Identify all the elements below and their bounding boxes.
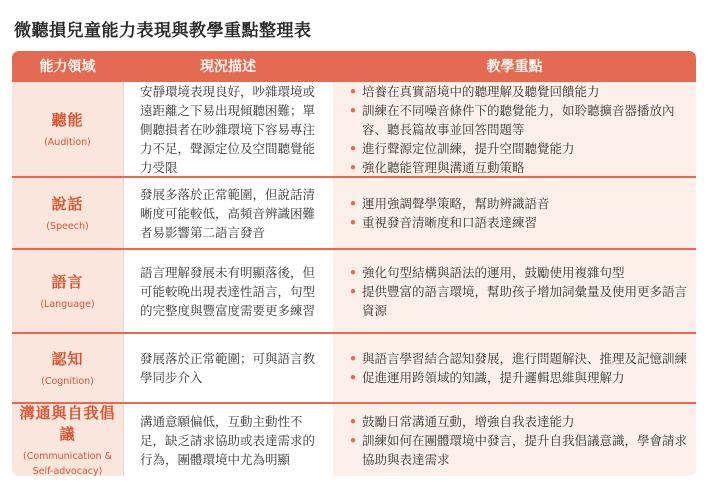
focus-item: • 鼓勵日常溝通互動，增強自我表達能力 (349, 412, 688, 431)
table-row-cognition (12, 332, 696, 402)
focus-item: • 提供豐富的語言環境，幫助孩子增加詞彙量及使用更多語言資源 (349, 282, 688, 320)
focus-item: • 運用強調聲學策略，幫助辨識語音 (349, 194, 550, 213)
focus-item: • 與語言學習結合認知發展，進行問題解決、推理及記憶訓練 (349, 349, 687, 368)
domain-name-en: (Speech) (46, 220, 89, 232)
domain-name: 語言 (51, 272, 84, 291)
table-header (12, 51, 696, 80)
header-focus: 教學重點 (486, 58, 543, 75)
status-text: 溝通意願偏低，互動主動性不足，缺乏請求協助或表達需求的行為，團體環境中尤為明顯 (140, 413, 316, 467)
domain-cell (12, 334, 123, 402)
domain-name: 聽能 (51, 110, 84, 129)
status-cell (123, 334, 333, 402)
focus-item: • 促進運用跨領域的知識，提升邏輯思維與理解力 (349, 368, 687, 387)
header-status: 現況描述 (200, 58, 256, 75)
focus-cell (333, 334, 696, 402)
domain-name-en: (Language) (40, 298, 95, 310)
domain-name: 說話 (51, 194, 84, 213)
domain-cell (12, 82, 123, 176)
focus-list (349, 263, 688, 320)
focus-item: • 強化句型結構與語法的運用，鼓勵使用複雜句型 (349, 263, 688, 282)
status-text: 發展多落於正常範圍，但說話清晰度可能較低，高頻音辨識困難者易影響第二語言發音 (140, 186, 316, 240)
header-domain: 能力領域 (39, 58, 96, 75)
table-row-speech (12, 176, 696, 248)
focus-list (349, 349, 687, 387)
focus-list (349, 412, 688, 469)
focus-list (349, 82, 688, 177)
table-row-language (12, 248, 696, 332)
domain-name: 溝通與自我倡議 (19, 403, 116, 443)
focus-item: • 培養在真實語境中的聽理解及聽覺回饋能力 (349, 82, 688, 101)
summary-table (12, 51, 696, 476)
status-cell (123, 178, 333, 248)
table-row-communication (12, 402, 696, 476)
domain-cell (12, 178, 123, 248)
focus-item: • 訓練在不同噪音條件下的聽覺能力，如聆聽擴音器播放內容、聽長篇故事並回答問題等 (349, 101, 688, 139)
focus-cell (333, 404, 696, 476)
domain-name-en: (Audition) (44, 136, 91, 148)
focus-item: • 強化聽能管理與溝通互動策略 (349, 158, 688, 177)
status-cell (123, 82, 333, 176)
status-text: 語言理解發展未有明顯落後，但可能較晚出現表達性語言，句型的完整度與豐富度需要更多練習 (140, 264, 316, 318)
domain-name: 認知 (51, 349, 84, 368)
domain-name-en: (Cognition) (41, 375, 94, 387)
focus-item: • 進行聲源定位訓練，提升空間聽覺能力 (349, 139, 688, 158)
domain-name-en: (Communication & Self-advocacy) (22, 450, 112, 476)
status-cell (123, 404, 333, 476)
domain-cell (12, 404, 123, 476)
status-text: 安靜環境表現良好，吵雜環境或遠距離之下易出現傾聽困難；單側聽損者在吵雜環境下容易專注力不足，聲源定位及空間聽覺能力受限 (140, 83, 316, 175)
status-text: 發展落於正常範圍；可與語言教學同步介入 (140, 351, 316, 385)
focus-list (349, 194, 550, 232)
domain-cell (12, 250, 123, 332)
focus-cell (333, 82, 696, 176)
focus-item: • 重視發音清晰度和口語表達練習 (349, 213, 550, 232)
status-cell (123, 250, 333, 332)
focus-item: • 訓練如何在團體環境中發言，提升自我倡議意識，學會請求協助與表達需求 (349, 431, 688, 469)
table-row-audition (12, 80, 696, 176)
focus-cell (333, 178, 696, 248)
page-title: 微聽損兒童能力表現與教學重點整理表 (14, 21, 312, 41)
focus-cell (333, 250, 696, 332)
